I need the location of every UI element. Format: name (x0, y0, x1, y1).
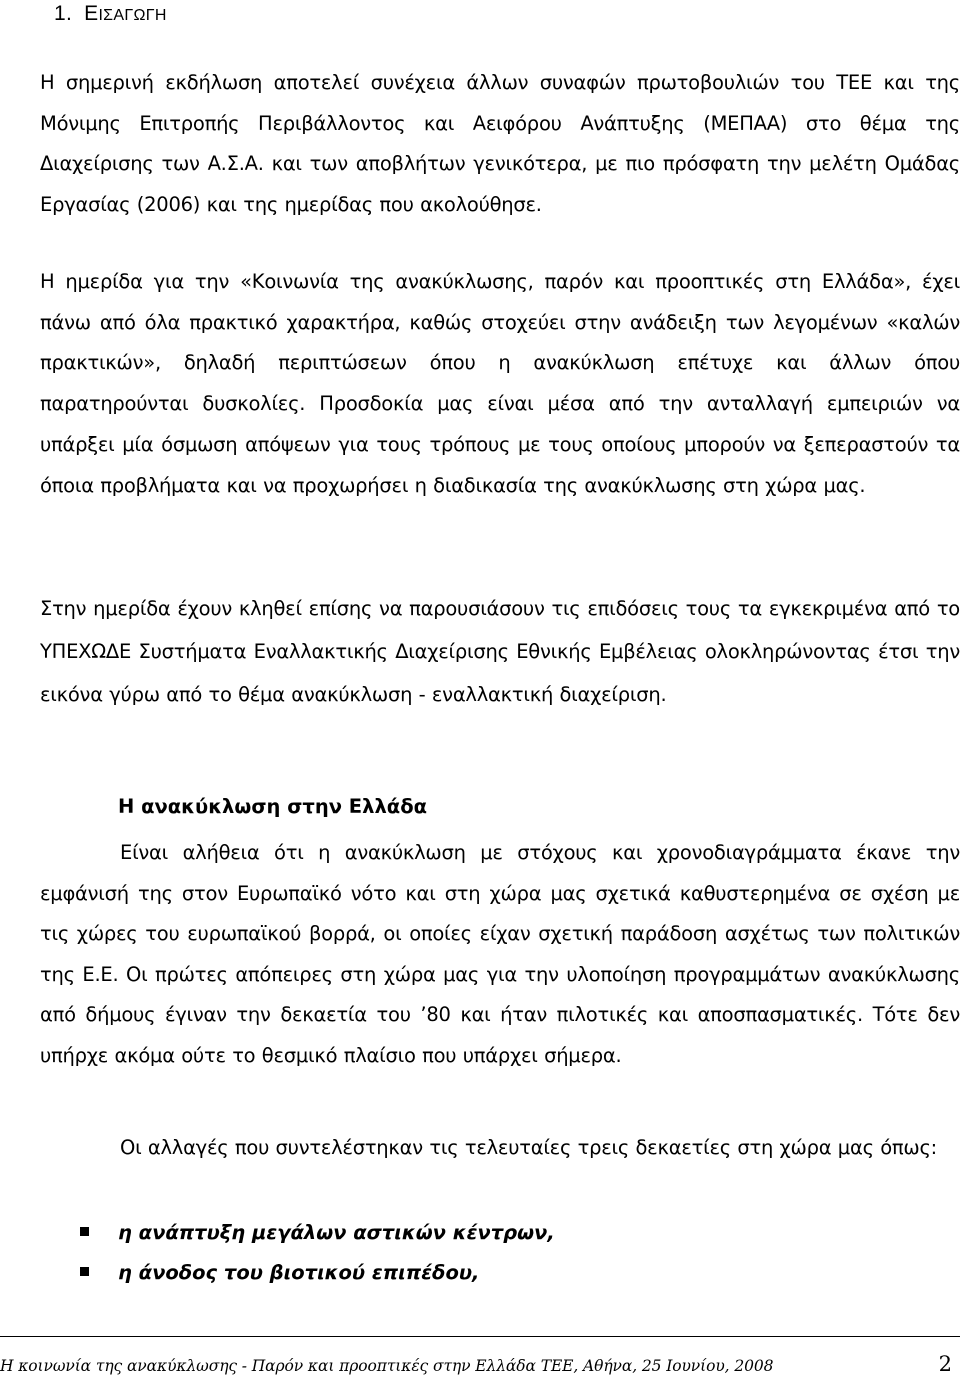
footer-divider (0, 1336, 960, 1337)
footer-text: Η κοινωνία της ανακύκλωσης - Παρόν και προοπτικές στην Ελλάδα ΤΕΕ, Αθήνα, 25 Ιουνίου, 2008 (0, 1357, 774, 1375)
list-item-text: η ανάπτυξη μεγάλων αστικών κέντρων, (118, 1221, 555, 1244)
heading-number: 1. (54, 2, 73, 25)
heading-title-initial: Ε (84, 2, 99, 25)
list-item-text: η άνοδος του βιοτικού επιπέδου, (118, 1261, 480, 1284)
square-bullet-icon (80, 1227, 89, 1236)
paragraph-workshop (40, 262, 960, 506)
paragraph-intro: Η σημερινή εκδήλωση αποτελεί συνέχεια άλλων συναφών πρωτοβουλιών του ΤΕΕ και της Μόνιμης Επιτροπής Περιβάλλοντος και Αειφόρου Ανάπτυξης (ΜΕΠΑΑ) στο θέμα της Διαχείρισης των Α.Σ.Α. και των αποβλήτων γενικότερα, με πιο πρόσφατη την μελέτη Ομάδας Εργασίας (2006) και της ημερίδας που ακολούθησε. (40, 71, 960, 217)
paragraph-recycling-greece-text: Είναι αλήθεια ότι η ανακύκλωση με στόχους και χρονοδιαγράμματα έκανε την εμφάνισή της στον Ευρωπαϊκό νότο και στη χώρα μας σχετικά καθυστερημένα σε σχέση με τις χώρες του ευρωπαϊκού βορρά, οι οποίες είχαν σχετική παράδοση ασχέτως των πολιτικών της Ε.Ε. Οι πρώτες απόπειρες στη χώρα μας για την υλοποίηση προγραμμάτων ανακύκλωσης από δήμους έγιναν την δεκαετία του ’80 και ήταν πιλοτικές και αποσπασματικές. Τότε δεν υπήρχε ακόμα ούτε το θεσμικό πλαίσιο που υπάρχει σήμερα. (40, 841, 960, 1067)
square-bullet-icon (80, 1267, 89, 1276)
heading-title-rest: ΙΣΑΓΩΓΗ (98, 7, 167, 24)
page-number: 2 (938, 1352, 952, 1376)
paragraph-recycling-greece (40, 833, 960, 1076)
section-heading (54, 0, 167, 30)
subsection-title: Η ανακύκλωση στην Ελλάδα (118, 795, 427, 818)
paragraph-workshop-text: Η ημερίδα για την «Κοινωνία της ανακύκλωσης, παρόν και προοπτικές στη Ελλάδα», έχει πάνω από όλα πρακτικό χαρακτήρα, καθώς στοχεύει στην ανάδειξη των λεγομένων «καλών πρακτικών», δηλαδή περιπτώσεων όπου η ανακύκλωση επέτυχε και άλλων όπου παρατηρούνται δυσκολίες. Προσδοκία μας είναι μέσα από την ανταλλαγή εμπειριών να υπάρξει μία όσμωση απόψεων για τους τρόπους με τους οποίους μπορούν να ξεπεραστούν τα όποια προβλήματα και να προχωρήσει η διαδικασία της ανακύκλωσης στη χώρα μας. (40, 270, 960, 497)
paragraph-changes-text: Οι αλλαγές που συντελέστηκαν τις τελευταίες τρεις δεκαετίες στη χώρα μας όπως: (120, 1136, 937, 1159)
paragraph-changes (40, 1126, 960, 1169)
paragraph-systems: Στην ημερίδα έχουν κληθεί επίσης να παρουσιάσουν τις επιδόσεις τους τα εγκεκριμένα από το ΥΠΕΧΩΔΕ Συστήματα Εναλλακτικής Διαχείρισης Εθνικής Εμβέλειας ολοκληρώνοντας έτσι την εικόνα γύρω από το θέμα ανακύκλωση - εναλλακτική διαχείριση. (40, 597, 960, 706)
